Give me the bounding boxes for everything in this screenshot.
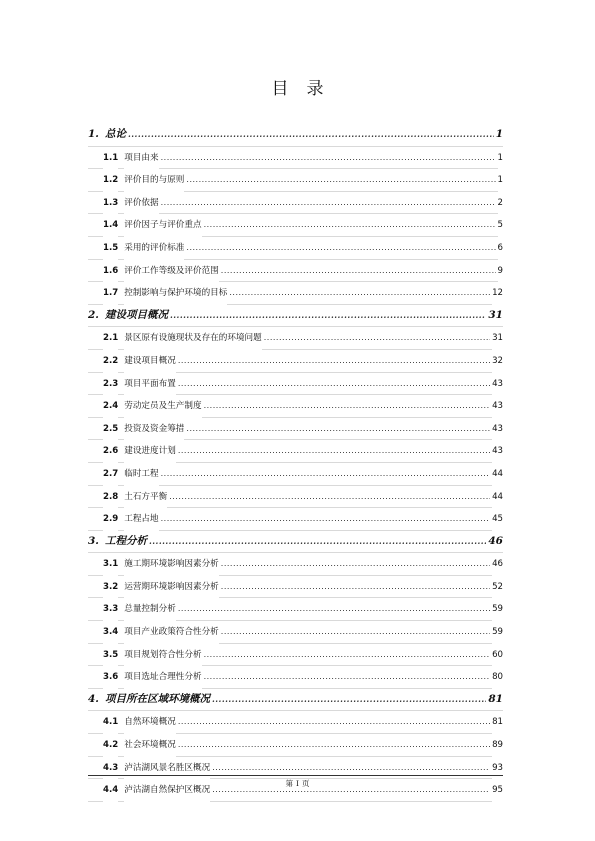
toc-section-entry[interactable]: [88, 711, 503, 734]
toc-dot-leader: [161, 463, 490, 485]
toc-entry-number: 3.1: [103, 554, 118, 576]
toc-chapter-entry[interactable]: [88, 305, 503, 328]
toc-dot-leader: [221, 576, 490, 598]
toc-entry-page: 43: [492, 374, 503, 396]
toc-section-entry[interactable]: [88, 395, 503, 418]
toc-entry-number: 2.7: [103, 464, 118, 486]
toc-dot-leader: [170, 305, 486, 327]
toc-entry-title: 项目所在区域环境概况: [105, 689, 210, 711]
toc-dot-leader: [204, 395, 490, 417]
toc-entry-title: 评价依据: [124, 193, 158, 215]
toc-entry-title: 社会环境概况: [124, 735, 176, 757]
toc-dot-leader: [178, 373, 490, 395]
toc-section-entry[interactable]: [88, 486, 503, 509]
toc-entry-page: 46: [492, 554, 503, 576]
toc-entry-number: 2.: [88, 305, 99, 327]
toc-dot-leader: [186, 237, 495, 259]
toc-entry-page: 32: [492, 351, 503, 373]
toc-entry-title: 项目规划符合性分析: [124, 645, 201, 667]
toc-dot-leader: [161, 147, 496, 169]
toc-dot-leader: [229, 282, 490, 304]
toc-entry-page: 43: [492, 396, 503, 418]
toc-entry-title: 临时工程: [124, 464, 158, 486]
title-char-2: 录: [306, 79, 324, 99]
toc-dot-leader: [178, 711, 490, 733]
toc-section-entry[interactable]: [88, 598, 503, 621]
title-char-1: 目: [271, 79, 289, 99]
toc-entry-number: 2.6: [103, 441, 118, 463]
toc-entry-title: 劳动定员及生产制度: [124, 396, 201, 418]
toc-entry-page: 59: [492, 622, 503, 644]
toc-dot-leader: [212, 689, 486, 711]
toc-entry-page: 6: [498, 238, 503, 260]
toc-entry-page: 81: [488, 689, 503, 711]
toc-entry-title: 景区原有设施现状及存在的环境问题: [124, 328, 262, 350]
toc-entry-number: 4.4: [103, 780, 118, 802]
toc-entry-number: 1.: [88, 124, 99, 146]
toc-dot-leader: [221, 260, 496, 282]
toc-entry-number: 1.5: [103, 238, 118, 260]
toc-dot-leader: [178, 350, 490, 372]
toc-entry-number: 2.1: [103, 328, 118, 350]
toc-section-entry[interactable]: [88, 282, 503, 305]
toc-entry-number: 4.3: [103, 758, 118, 780]
toc-dot-leader: [161, 192, 496, 214]
toc-dot-leader: [178, 598, 490, 620]
toc-entry-number: 3.2: [103, 577, 118, 599]
toc-section-entry[interactable]: [88, 350, 503, 373]
toc-entry-title: 总论: [105, 124, 126, 146]
toc-dot-leader: [186, 418, 490, 440]
toc-entry-title: 项目平面布置: [124, 374, 176, 396]
toc-entry-page: 2: [498, 193, 503, 215]
toc-entry-page: 81: [492, 712, 503, 734]
toc-section-entry[interactable]: [88, 463, 503, 486]
page-footer: [0, 778, 595, 789]
toc-chapter-entry[interactable]: [88, 531, 503, 554]
toc-entry-number: 2.2: [103, 351, 118, 373]
toc-entry-page: 95: [492, 780, 503, 802]
toc-entry-number: 1.2: [103, 170, 118, 192]
toc-dot-leader: [149, 531, 486, 553]
toc-entry-title: 评价工作等级及评价范围: [124, 261, 219, 283]
toc-entry-title: 项目产业政策符合性分析: [124, 622, 219, 644]
toc-entry-number: 1.7: [103, 283, 118, 305]
toc-entry-number: 3.3: [103, 599, 118, 621]
toc-entry-number: 2.9: [103, 509, 118, 531]
toc-dot-leader: [128, 124, 494, 146]
toc-section-entry[interactable]: [88, 508, 503, 531]
toc-entry-page: 5: [498, 215, 503, 237]
toc-entry-title: 项目选址合理性分析: [124, 667, 201, 689]
toc-entry-title: 泸沽湖风景名胜区概况: [124, 758, 210, 780]
toc-entry-page: 31: [488, 305, 503, 327]
toc-dot-leader: [204, 666, 490, 688]
toc-dot-leader: [169, 486, 490, 508]
toc-entry-title: 施工期环境影响因素分析: [124, 554, 219, 576]
toc-entry-number: 1.1: [103, 148, 118, 170]
footer-prefix: 第: [285, 779, 294, 788]
toc-entry-page: 45: [492, 509, 503, 531]
toc-entry-page: 1: [496, 124, 503, 146]
toc-entry-number: 2.8: [103, 487, 118, 509]
toc-section-entry[interactable]: [88, 666, 503, 689]
toc-entry-title: 泸沽湖自然保护区概况: [124, 780, 210, 802]
toc-entry-page: 93: [492, 758, 503, 780]
toc-entry-page: 1: [498, 148, 503, 170]
toc-entry-number: 4.2: [103, 735, 118, 757]
toc-entry-title: 工程占地: [124, 509, 158, 531]
toc-entry-page: 43: [492, 441, 503, 463]
toc-entry-number: 1.4: [103, 215, 118, 237]
toc-entry-number: 3.5: [103, 645, 118, 667]
toc-entry-page: 59: [492, 599, 503, 621]
toc-entry-page: 12: [492, 283, 503, 305]
toc-dot-leader: [204, 214, 496, 236]
toc-entry-title: 项目由来: [124, 148, 158, 170]
toc-dot-leader: [204, 644, 490, 666]
toc-dot-leader: [221, 553, 490, 575]
toc-dot-leader: [178, 440, 490, 462]
toc-entry-page: 43: [492, 419, 503, 441]
toc-section-entry[interactable]: [88, 576, 503, 599]
toc-entry-page: 89: [492, 735, 503, 757]
toc-section-entry[interactable]: [88, 373, 503, 396]
toc-entry-page: 44: [492, 487, 503, 509]
toc-section-entry[interactable]: [88, 621, 503, 644]
toc-entry-number: 2.5: [103, 419, 118, 441]
toc-section-entry[interactable]: [88, 327, 503, 350]
toc-entry-title: 建设项目概况: [124, 351, 176, 373]
toc-entry-title: 投资及资金筹措: [124, 419, 184, 441]
toc-entry-title: 评价目的与原则: [124, 170, 184, 192]
toc-dot-leader: [161, 508, 490, 530]
toc-entry-number: 3.4: [103, 622, 118, 644]
toc-entry-title: 运营期环境影响因素分析: [124, 577, 219, 599]
toc-chapter-entry[interactable]: [88, 689, 503, 712]
toc-chapter-entry[interactable]: [88, 124, 503, 147]
toc-entry-title: 工程分析: [105, 531, 147, 553]
toc-entry-number: 4.: [88, 689, 99, 711]
toc-section-entry[interactable]: [88, 260, 503, 283]
toc-entry-title: 总量控制分析: [124, 599, 176, 621]
toc-entry-number: 3.: [88, 531, 99, 553]
toc-dot-leader: [264, 327, 490, 349]
toc-entry-title: 土石方平衡: [124, 487, 167, 509]
toc-dot-leader: [221, 621, 490, 643]
toc-entry-number: 1.6: [103, 261, 118, 283]
toc-entry-page: 9: [498, 261, 503, 283]
toc-section-entry[interactable]: [88, 440, 503, 463]
toc-entry-page: 1: [498, 170, 503, 192]
toc-entry-title: 自然环境概况: [124, 712, 176, 734]
toc-entry-page: 31: [492, 328, 503, 350]
toc-entry-page: 52: [492, 577, 503, 599]
toc-entry-number: 2.3: [103, 374, 118, 396]
footer-divider: [88, 775, 503, 776]
footer-page-number: I: [296, 779, 299, 788]
toc-entry-title: 建设项目概况: [105, 305, 168, 327]
toc-section-entry[interactable]: [88, 147, 503, 170]
toc-section-entry[interactable]: [88, 734, 503, 757]
toc-section-entry[interactable]: [88, 553, 503, 576]
toc-section-entry[interactable]: [88, 418, 503, 441]
toc-entry-page: 80: [492, 667, 503, 689]
toc-entry-number: 2.4: [103, 396, 118, 418]
toc-section-entry[interactable]: [88, 644, 503, 667]
toc-entry-number: 1.3: [103, 193, 118, 215]
toc-entry-title: 采用的评价标准: [124, 238, 184, 260]
toc-dot-leader: [186, 169, 495, 191]
toc-entry-page: 44: [492, 464, 503, 486]
toc-section-entry[interactable]: [88, 237, 503, 260]
page-title: [0, 74, 595, 99]
footer-suffix: 页: [301, 779, 310, 788]
toc-entry-page: 46: [488, 531, 503, 553]
toc-entry-page: 60: [492, 645, 503, 667]
toc-dot-leader: [178, 734, 490, 756]
table-of-contents: [88, 124, 503, 802]
toc-entry-number: 4.1: [103, 712, 118, 734]
toc-section-entry[interactable]: [88, 169, 503, 192]
toc-section-entry[interactable]: [88, 214, 503, 237]
toc-section-entry[interactable]: [88, 192, 503, 215]
toc-entry-number: 3.6: [103, 667, 118, 689]
toc-entry-title: 建设进度计划: [124, 441, 176, 463]
toc-entry-title: 控制影响与保护环境的目标: [124, 283, 227, 305]
toc-entry-title: 评价因子与评价重点: [124, 215, 201, 237]
